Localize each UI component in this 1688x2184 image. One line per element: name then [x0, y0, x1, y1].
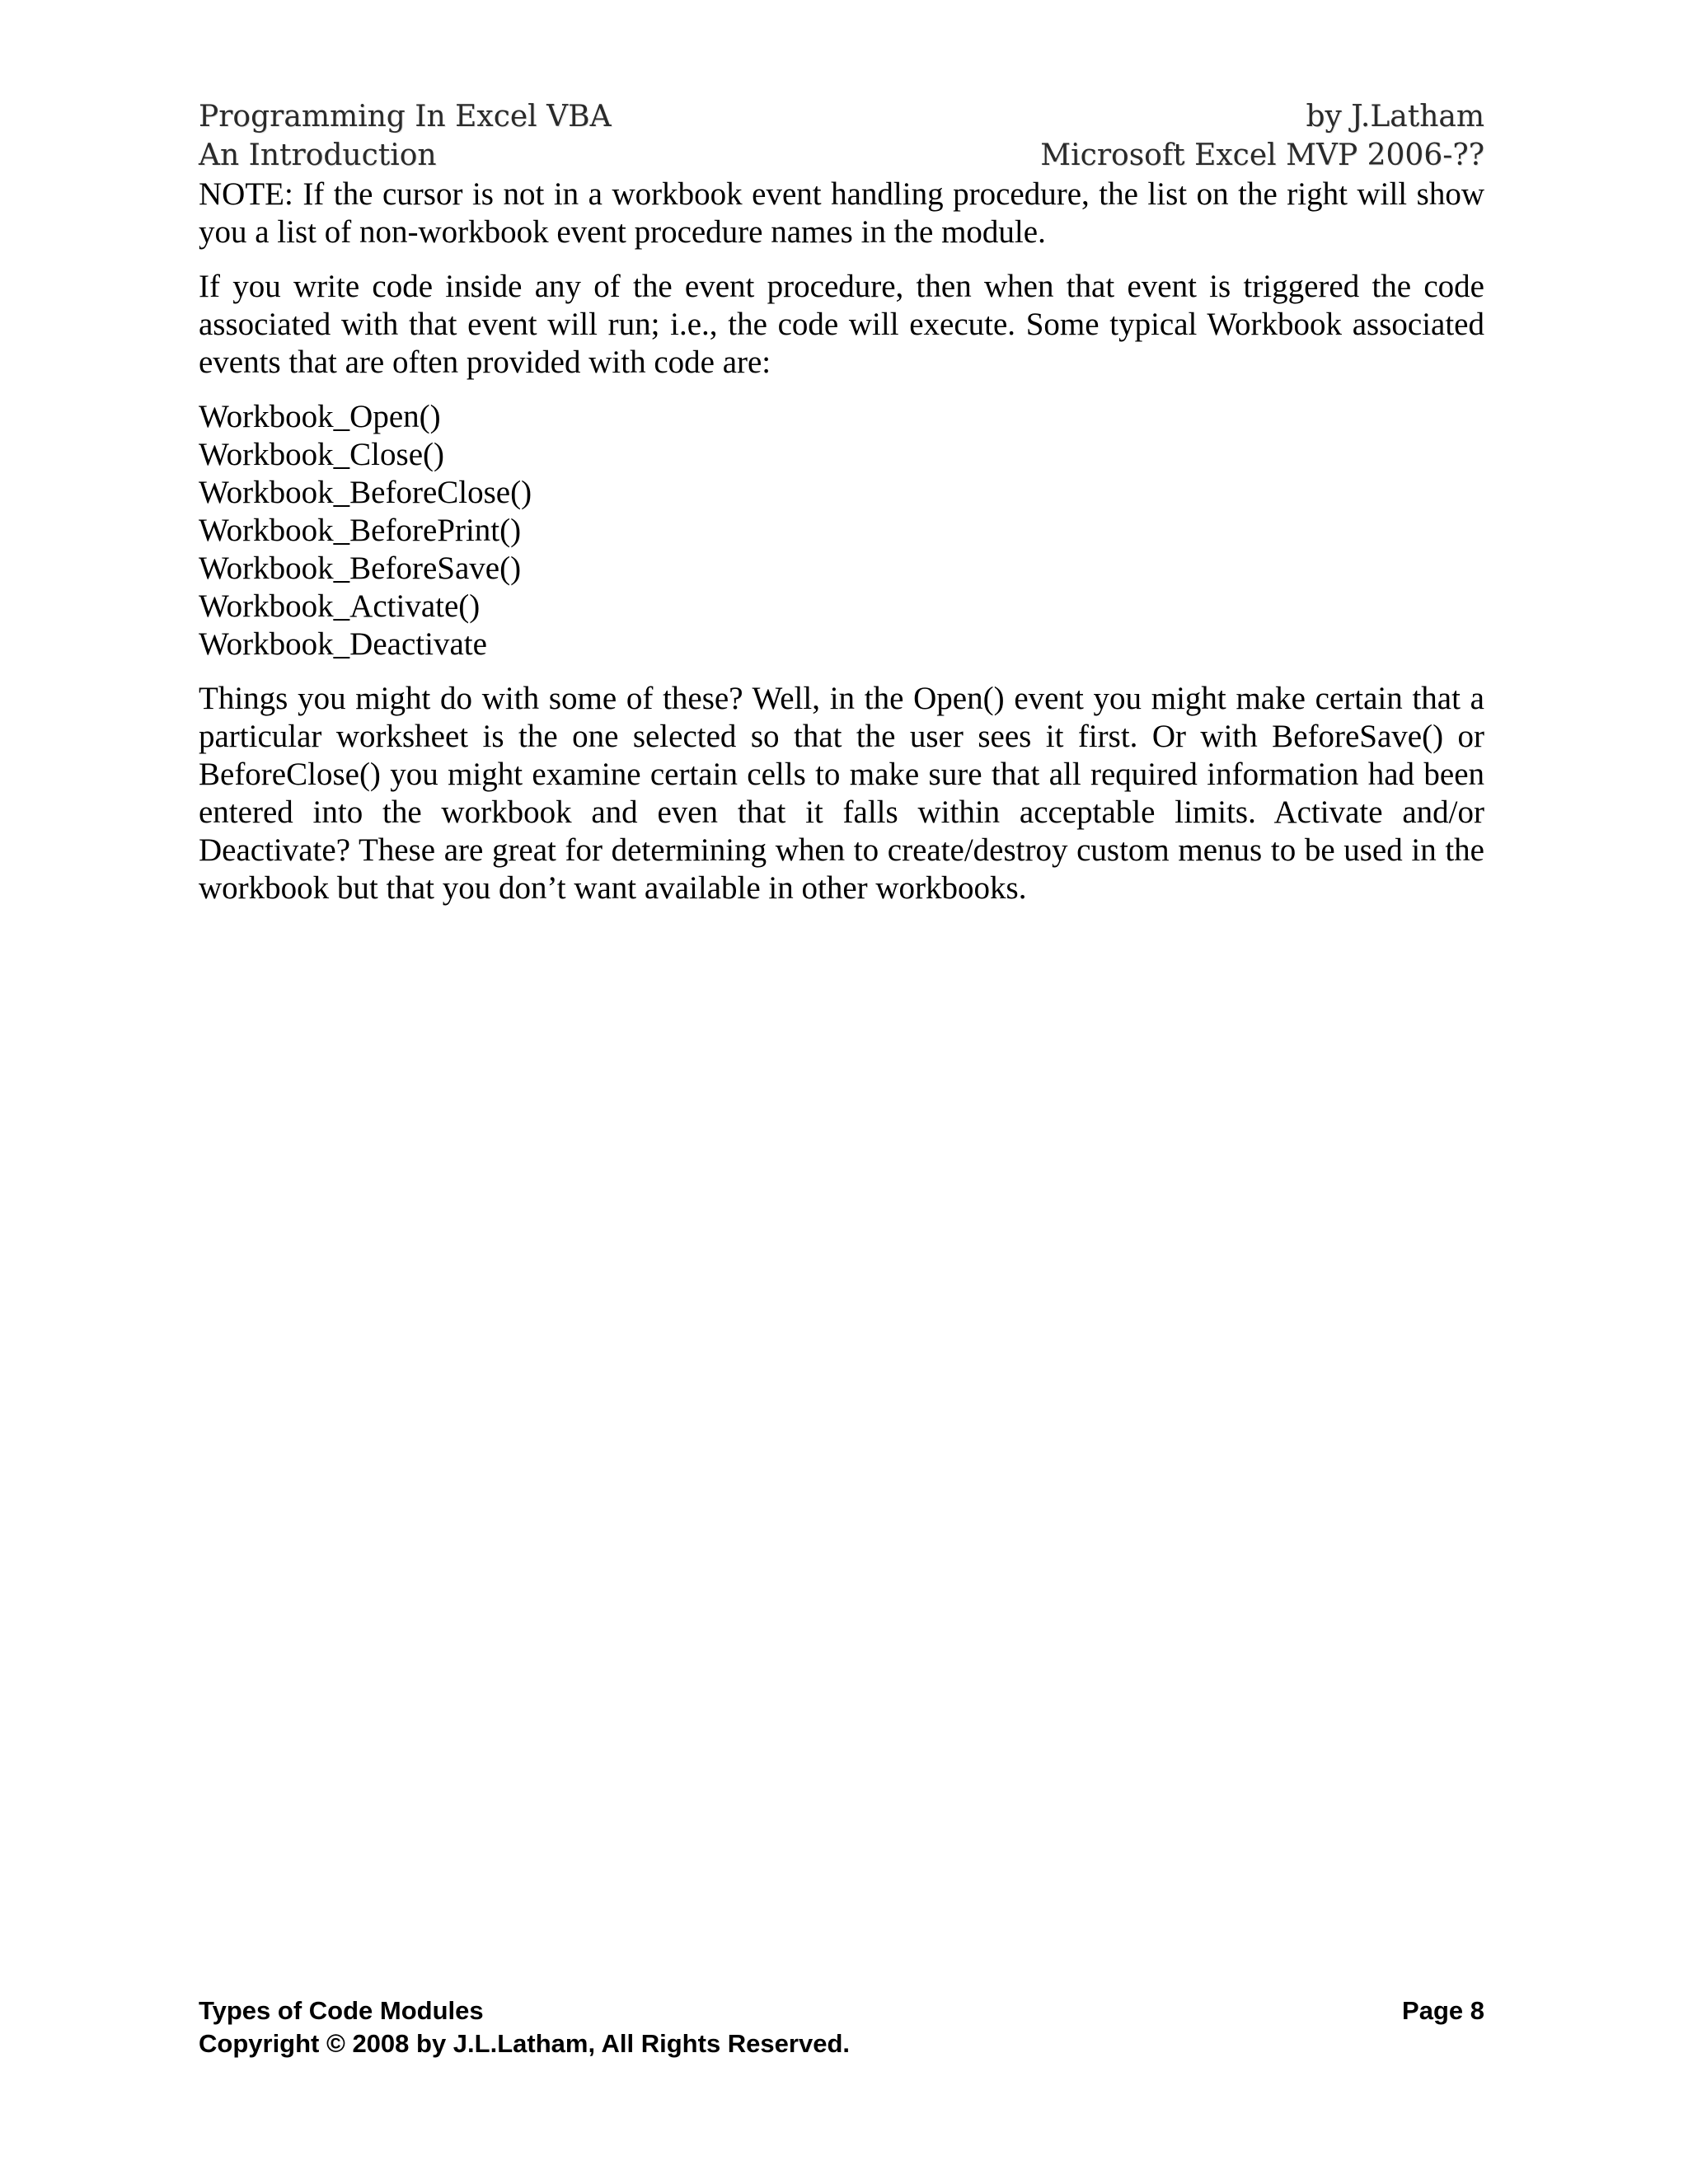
- event-list-item: Workbook_Open(): [199, 399, 441, 434]
- header-row-2: [199, 136, 1484, 175]
- page-header: [199, 97, 1484, 175]
- author-line: by J.Latham: [1306, 100, 1484, 134]
- intro-paragraph: If you write code inside any of the event procedure, then when that event is triggered the code associated with that event will run; i.e., the code will execute. Some typical Workbook associated events that are often provided with code are:: [199, 269, 1484, 380]
- page-number: Page 8: [1402, 1996, 1484, 2025]
- event-list-item: Workbook_BeforePrint(): [199, 513, 522, 548]
- event-list: [199, 398, 1484, 663]
- page-content: [199, 176, 1484, 924]
- copyright-notice: Copyright © 2008 by J.L.Latham, All Rights Reserved.: [199, 2029, 851, 2058]
- event-list-item: Workbook_Activate(): [199, 588, 481, 624]
- page-footer: [199, 1994, 1484, 2060]
- footer-row-1: [199, 1994, 1484, 2027]
- event-list-item: Workbook_BeforeSave(): [199, 551, 522, 586]
- document-subtitle: An Introduction: [199, 138, 437, 172]
- header-row-1: [199, 97, 1484, 136]
- event-list-item: Workbook_Deactivate: [199, 626, 487, 662]
- author-credential: Microsoft Excel MVP 2006-??: [1040, 138, 1484, 172]
- closing-paragraph: Things you might do with some of these? Well, in the Open() event you might make certain that a particular worksheet is the one selected so that the user sees it first. Or with BeforeSave() or BeforeClose() you might examine certain cells to make sure that all required information had been entered into the workbook and even that it falls within acceptable limits. Activate and/or Deactivate? These are great for determining when to create/destroy custom menus to be used in the workbook but that you don’t want available in other workbooks.: [199, 681, 1484, 906]
- footer-row-2: [199, 2027, 1484, 2060]
- note-paragraph: NOTE: If the cursor is not in a workbook event handling procedure, the list on the right will show you a list of non-workbook event procedure names in the module.: [199, 176, 1484, 250]
- event-list-item: Workbook_Close(): [199, 437, 444, 472]
- footer-section-title: Types of Code Modules: [199, 1996, 484, 2025]
- document-title: Programming In Excel VBA: [199, 100, 612, 134]
- event-list-item: Workbook_BeforeClose(): [199, 475, 532, 510]
